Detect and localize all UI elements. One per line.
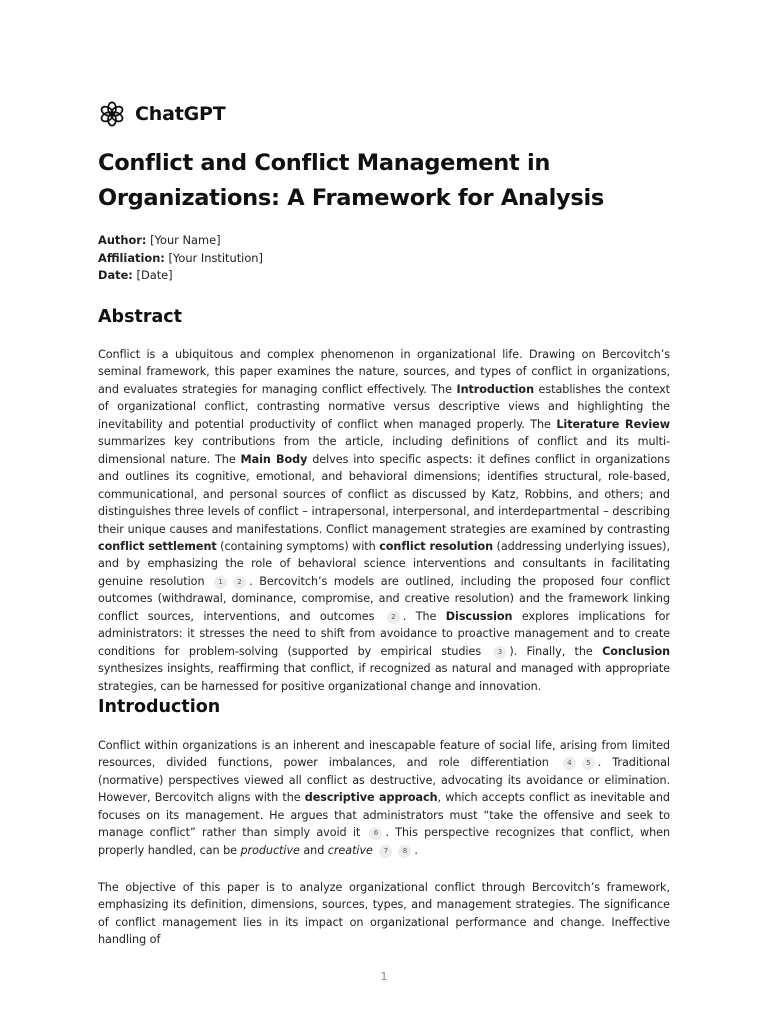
brand-header (98, 100, 225, 128)
citation-badge[interactable]: 1 (214, 576, 227, 589)
document-meta (98, 232, 263, 285)
openai-logo-icon (98, 100, 126, 128)
bold-term: descriptive approach (304, 791, 438, 805)
brand-name: ChatGPT (135, 103, 226, 125)
bold-term: conflict settlement (98, 539, 217, 553)
bold-term: Discussion (445, 609, 513, 623)
italic-term: productive (240, 843, 300, 857)
affiliation-value: [Your Institution] (168, 250, 263, 265)
author-line (98, 232, 263, 250)
author-label: Author: (98, 233, 147, 247)
citation-badge[interactable]: 4 (563, 757, 576, 770)
citation-badge[interactable]: 2 (387, 611, 400, 624)
citation-badge[interactable]: 3 (493, 646, 506, 659)
bold-term: Conclusion (602, 644, 670, 658)
citation-badge[interactable]: 5 (582, 757, 595, 770)
introduction-paragraph-2: The objective of this paper is to analyze organizational conflict through Bercovitch’s framework, emphasizing its definition, dimensions, sources, types, and management strategies. The significance of conflict management lies in its impact on organizational performance and change. Ineffective handling of (98, 881, 670, 947)
abstract-paragraph: Conflict is a ubiquitous and complex phenomenon in organizational life. Drawing on Bercovitch’s seminal framework, this paper examines the nature, sources, and types of conflict in organizations, and evaluates strategies for managing conflict effectively. The Introduction establishes the context of organizational conflict, contrasting normative versus descriptive views and highlighting the inevitability and potential productivity of conflict when managed properly. The Literature Review summarizes key contributions from the article, including definitions of conflict and its multi-dimensional nature. The Main Body delves into specific aspects: it defines conflict in organizations and outlines its cognitive, emotional, and behavioral dimensions; identifies structural, role-based, communicational, and personal sources of conflict as discussed by Katz, Robbins, and others; and distinguishes three levels of conflict – intrapersonal, interpersonal, and interdepartmental – describing their unique causes and manifestations. Conflict management strategies are examined by contrasting conflict settlement (containing symptoms) with conflict resolution (addressing underlying issues), and by emphasizing the role of behavioral science interventions and consultants in facilitating genuine resolution 1 2 . Bercovitch’s models are outlined, including the proposed four conflict outcomes (withdrawal, dominance, compromise, and creative resolution) and the framework linking conflict sources, interventions, and outcomes 2 . The Discussion explores implications for administrators: it stresses the need to shift from avoidance to proactive management and to create conditions for problem-solving (supported by empirical studies 3 ). Finally, the Conclusion synthesizes insights, reaffirming that conflict, if recognized as natural and managed with appropriate strategies, can be harnessed for positive organizational change and innovation. (98, 348, 670, 693)
date-line (98, 267, 263, 285)
italic-term: creative (327, 843, 373, 857)
bold-term: Introduction (456, 382, 534, 396)
affiliation-label: Affiliation: (98, 250, 165, 265)
affiliation-line (98, 250, 263, 268)
date-value: [Date] (136, 268, 173, 282)
citation-badge[interactable]: 8 (398, 845, 411, 858)
citation-badge[interactable]: 2 (233, 576, 246, 589)
bold-term: conflict resolution (379, 539, 494, 553)
date-label: Date: (98, 268, 133, 282)
citation-badge[interactable]: 6 (369, 827, 382, 840)
page-number: 1 (380, 970, 388, 983)
document-title: Conflict and Conflict Management in Organizations: A Framework for Analysis (98, 150, 604, 211)
bold-term: Main Body (240, 452, 308, 466)
bold-term: Literature Review (556, 417, 670, 431)
author-value: [Your Name] (150, 233, 221, 247)
citation-badge[interactable]: 7 (379, 845, 392, 858)
abstract-heading: Abstract (98, 307, 183, 327)
introduction-paragraph-1: Conflict within organizations is an inherent and inescapable feature of social life, arising from limited resources, divided functions, power imbalances, and role differentiation 4 5 . Traditional (normative) perspectives viewed all conflict as destructive, advocating its avoidance or elimination. However, Bercovitch aligns with the descriptive approach, which accepts conflict as inevitable and focuses on its management. He argues that administrators must “take the offensive and seek to manage conflict” rather than simply avoid it 6 . This perspective recognizes that conflict, when properly handled, can be productive and creative 7 8 . (98, 739, 670, 857)
introduction-heading: Introduction (98, 697, 221, 717)
